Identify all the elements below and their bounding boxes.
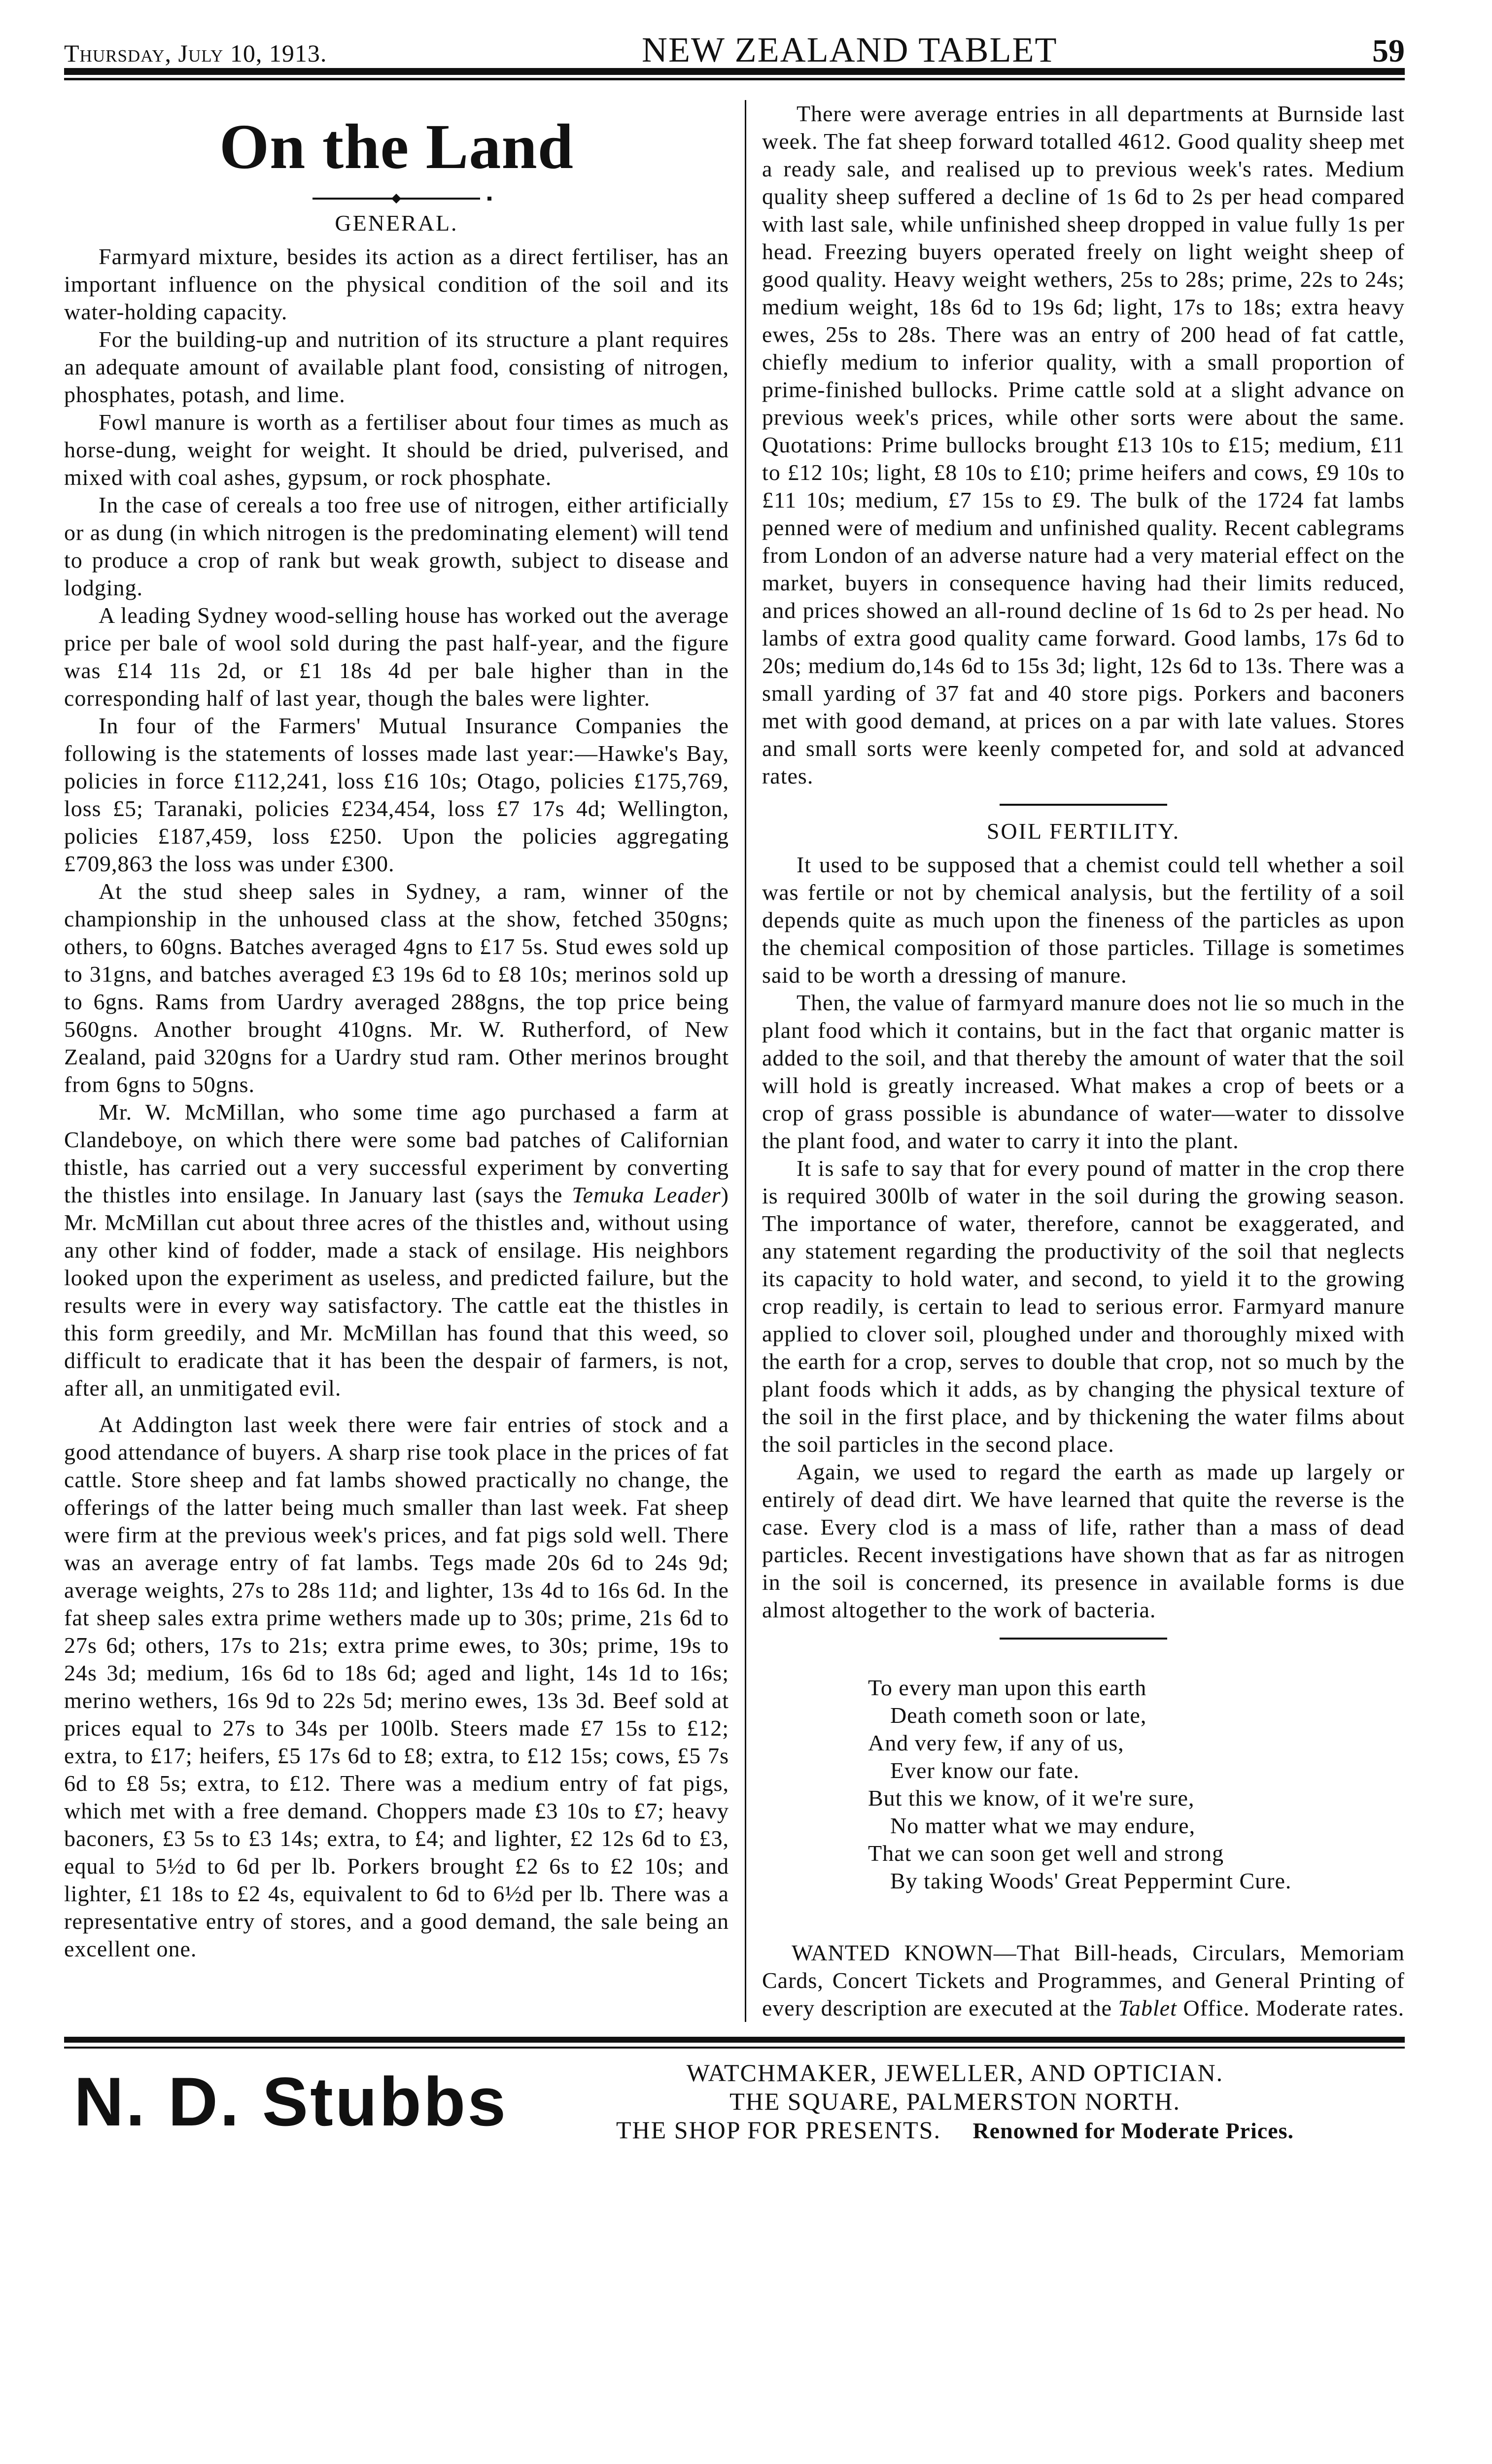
notice-text <box>762 1939 1405 2022</box>
paragraph: Again, we used to regard the earth as made up largely or entirely of dead dirt. We have learned that quite the reverse is the case. Every clod is a mass of life, rather than a mass of dead particles. Recent investigations have shown that as far as nitrogen in the soil is concerned, its presence in available forms is due almost altogether to the work of bacteria. <box>762 1459 1405 1622</box>
section-heading-soil-fertility: SOIL FERTILITY. <box>986 819 1180 844</box>
paragraph-mcmillan <box>64 1098 729 1402</box>
section-rule <box>1000 1638 1167 1640</box>
text: ) Mr. McMillan cut about three acres of the thistles and, without using any other kind of fodder, made a stack of ensilage. His neighbors looked upon the experiment as useless, and predicted failure, but the results were in every way satisfactory. The cattle eat the thistles in this form greedily, and Mr. McMillan has found that this weed, so difficult to eradicate that it has been the despair of farmers, is not, after all, an unmitigated evil. <box>64 1182 729 1401</box>
advert-line-3 <box>616 2116 1294 2145</box>
advertiser-name: N. D. Stubbs <box>74 2063 508 2140</box>
columns <box>64 100 1405 2022</box>
paragraph: It used to be supposed that a chemist could tell whether a soil was fertile or not by chemical analysis, but the fertility of a soil depends quite as much upon the fineness of the particles as upon the chemical composition of those particles. Tillage is sometimes said to be worth a dressing of manure. <box>762 852 1405 988</box>
poem-line: To every man upon this earth <box>867 1675 1147 1700</box>
paragraph: Then, the value of farmyard manure does not lie so much in the plant food which it contains, but in the fact that organic matter is added to the soil, and that thereby the amount of water that the soil will hold is greatly increased. What makes a crop of beets or a crop of grass possible is abundance of water—water to dissolve the plant food, and water to carry it into the plant. <box>762 990 1405 1153</box>
shop-for-presents: THE SHOP FOR PRESENTS. <box>616 2116 941 2144</box>
footer-rule-thin <box>64 2047 1405 2049</box>
text: WANTED KNOWN—That Bill-heads, Circulars, Memoriam Cards, Concert Tickets and Programmes, and General Printing of every description are executed at the <box>762 1940 1405 2020</box>
advert-line-1: WATCHMAKER, JEWELLER, AND OPTICIAN. <box>686 2059 1224 2087</box>
source-citation: Temuka Leader <box>572 1182 721 1207</box>
paragraph: It is safe to say that for every pound of matter in the crop there is required 300lb of water in the soil during the growing season. The importance of water, therefore, cannot be exaggerated, and any statement regarding the productivity of the soil that neglects its capacity to hold water, and second, to yield it to the growing crop readily, is certain to lead to serious error. Farmyard manure applied to clover soil, ploughed under and thoroughly mixed with the earth for a crop, serves to double that crop, not so much by the plant foods which it adds, as by changing the physical texture of the soil in the first place, and by thickening the water films about the soil particles in the second place. <box>762 1156 1405 1457</box>
wanted-known-notice <box>762 1939 1405 2022</box>
poem-line: And very few, if any of us, <box>867 1730 1124 1755</box>
header-rule-thin <box>64 78 1405 80</box>
poem-line: But this we know, of it we're sure, <box>867 1785 1195 1811</box>
paragraph: Farmyard mixture, besides its action as a direct fertiliser, has an important influence on the physical condition of the soil and its water-holding capacity. <box>64 244 729 324</box>
poem-line: No matter what we may endure, <box>890 1813 1196 1838</box>
issue-date: Thursday, July 10, 1913. <box>64 39 327 67</box>
paragraph: For the building-up and nutrition of its structure a plant requires an adequate amount of available plant food, consisting of nitrogen, phosphates, potash, and lime. <box>64 327 729 407</box>
footer-rule-thick <box>64 2037 1405 2043</box>
section-title: On the Land <box>219 111 574 182</box>
advert-details <box>616 2058 1294 2145</box>
advert-line-2: THE SQUARE, PALMERSTON NORTH. <box>729 2088 1180 2115</box>
paragraph: In four of the Farmers' Mutual Insurance Companies the following is the statements of losses made last year:—Hawke's Bay, policies in force £112,241, loss £16 10s; Otago, policies £175,769, loss £5; Taranaki, policies £234,454, loss £7 17s 4d; Wellington, policies £187,459, loss £250. Upon the policies aggregating £709,863 the loss was under £300. <box>64 713 729 876</box>
poem-line: Death cometh soon or late, <box>890 1703 1147 1728</box>
text: Mr. W. McMillan, who some time ago purchased a farm at Clandeboye, on which there were some bad patches of Californian thistle, has carried out a very successful experiment by converting the thistles into ensilage. In January last (says the <box>64 1099 729 1207</box>
section-rule <box>1000 804 1167 806</box>
paragraph: A leading Sydney wood-selling house has worked out the average price per bale of wool sold during the past half-year, and the figure was £14 11s 2d, or £1 18s 4d per bale higher than in the corresponding half of last year, though the bales were lighter. <box>64 603 729 711</box>
paragraph: At the stud sheep sales in Sydney, a ram, winner of the championship in the unhoused class at the show, fetched 350gns; others, to 60gns. Batches averaged 4gns to £17 5s. Stud ewes sold up to 31gns, and batches averaged £3 19s 6d to £8 10s; merinos sold up to 6gns. Rams from Uardry averaged 288gns, the top price being 560gns. Another brought 410gns. Mr. W. Rutherford, of New Zealand, paid 320gns for a Uardry stud ram. Other merinos brought from 6gns to 50gns. <box>64 879 729 1097</box>
left-column <box>64 100 745 2022</box>
poem-line: That we can soon get well and strong <box>867 1841 1224 1866</box>
moderate-prices: Renowned for Moderate Prices. <box>972 2118 1294 2143</box>
poem <box>868 1674 1405 1895</box>
paragraph: Fowl manure is worth as a fertiliser about four times as much as horse-dung, weight for weight. It should be dried, pulverised, and mixed with coal ashes, gypsum, or rock phosphate. <box>64 410 729 490</box>
paragraph: In the case of cereals a too free use of nitrogen, either artificially or as dung (in which nitrogen is the predominating element) will tend to produce a crop of rank but weak growth, subject to disease and lodging. <box>64 492 729 600</box>
tablet-name: Tablet <box>1118 1995 1177 2020</box>
ornament-divider-icon <box>293 194 500 204</box>
paragraph-burnside: There were average entries in all departments at Burnside last week. The fat sheep forward totalled 4612. Good quality sheep met a ready sale, and realised up to previous week's rates. Medium quality sheep suffered a decline of 1s 6d to 2s per head compared with last sale, while unfinished sheep dropped in value fully 1s per head. Freezing buyers operated freely on light weight sheep of good quality. Heavy weight wethers, 25s to 28s; prime, 22s to 24s; medium weight, 18s 6d to 19s 6d; light, 17s to 18s; extra heavy ewes, 25s to 28s. There was an entry of 200 head of fat cattle, chiefly medium to inferior quality, with a small proportion of prime-finished bullocks. Prime cattle sold at a slight advance on previous week's prices, while other sorts were about the same. Quotations: Prime bullocks brought £13 10s to £15; medium, £11 to £12 10s; light, £8 10s to £10; prime heifers and cows, £9 10s to £11 10s; medium, £7 15s to £9. The bulk of the 1724 fat lambs penned were of medium and unfinished quality. Recent cablegrams from London of an adverse nature had a very material effect on the market, buyers in consequence having had their limits reduced, and prices showed an all-round decline of 1s 6d to 2s per head. No lambs of extra good quality came forward. Good lambs, 17s 6d to 20s; medium do,14s 6d to 15s 3d; light, 12s 6d to 13s. There was a small yarding of 37 fat and 40 store pigs. Porkers and baconers met with good demand, at prices on a par with late values. Stores and small sorts were keenly competed for, and sold at advanced rates. <box>762 101 1405 788</box>
text: Office. Moderate rates. <box>1177 1995 1405 2020</box>
section-heading-general: GENERAL. <box>335 210 458 236</box>
poem-line: By taking Woods' Great Peppermint Cure. <box>890 1868 1292 1893</box>
page-header <box>64 30 1405 69</box>
poem-line: Ever know our fate. <box>890 1758 1080 1783</box>
page-number: 59 <box>1372 33 1405 69</box>
paragraph-addington: At Addington last week there were fair entries of stock and a good attendance of buyers. A sharp rise took place in the prices of fat cattle. Store sheep and fat lambs showed practically no change, the offerings of the latter being much smaller than last week. Fat sheep were firm at the previous week's prices, and fat pigs sold well. There was an average entry of fat lambs. Tegs made 20s 6d to 24s 9d; average weights, 27s to 28s 11d; and lighter, 13s 4d to 16s 6d. In the fat sheep sales extra prime wethers made up to 30s; prime, 21s 6d to 27s 6d; others, 17s to 21s; extra prime ewes, to 30s; prime, 19s to 24s 3d; medium, 16s 6d to 18s 6d; aged and light, 14s 1d to 16s; merino wethers, 16s 9d to 22s 5d; merino ewes, 13s 3d. Beef sold at prices equal to 27s to 34s per 100lb. Steers made £7 15s to £12; extra, to £17; heifers, £5 17s 6d to £8; extra, to £12 15s; cows, £5 7s 6d to £8 5s; extra, to £12. There was a medium entry of fat pigs, which met with a free demand. Choppers made £3 10s to £7; heavy baconers, £3 5s to £3 14s; extra, to £4; and lighter, £2 12s 6d to £3, equal to 5½d to 6d per lb. Porkers brought £2 6s to £2 10s; and lighter, £1 18s to £2 4s, equivalent to 6d to 6½d per lb. There was a representative entry of stores, and a good demand, the sale being an excellent one. <box>64 1412 729 1961</box>
publication-title: NEW ZEALAND TABLET <box>641 30 1058 69</box>
advertisement <box>64 2058 1405 2165</box>
right-column <box>746 100 1405 2022</box>
